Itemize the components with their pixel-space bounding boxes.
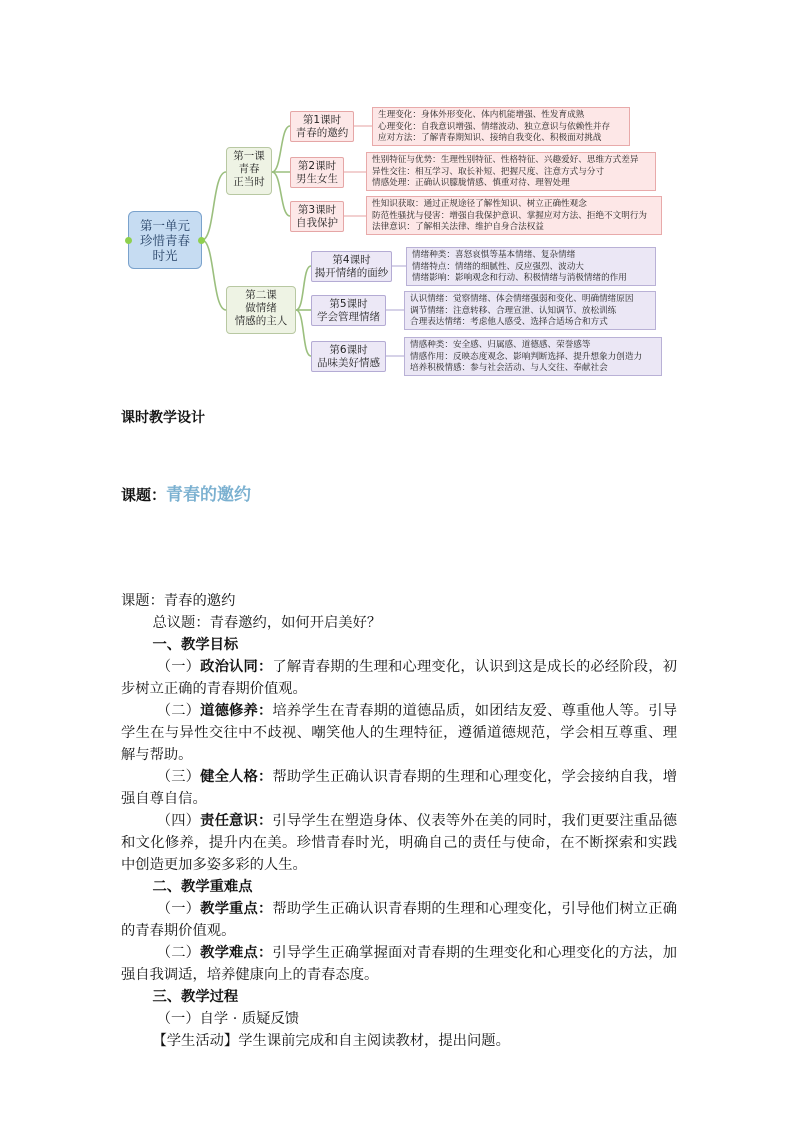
root-right-dot (198, 237, 205, 244)
period-1-line-1: 第1课时 (302, 114, 342, 126)
detail-text: 培养积极情感：参与社会活动、与人交往、奉献社会 (410, 363, 608, 373)
goal-paragraph (121, 656, 677, 700)
item-term: 责任意识： (200, 813, 273, 829)
link-lesson2-period6 (296, 310, 311, 356)
detail-text: 情绪特点：情绪的细腻性、反应强烈、波动大 (412, 261, 584, 272)
period-2-details (366, 152, 656, 191)
key-point-paragraph (121, 942, 677, 986)
period-1-line-2: 青春的邀约 (295, 127, 349, 139)
detail-text: 防范性骚扰与侵害：增强自我保护意识、掌握应对方法、拒绝不文明行为 (372, 210, 648, 221)
period-1-details (372, 107, 630, 146)
link-root-lesson1 (202, 172, 226, 240)
period-6-line-2: 品味美好情感 (317, 357, 380, 369)
general-issue: 总议题：青春邀约，如何开启美好？ (152, 615, 382, 631)
detail-text: 调节情绪：注意转移、合理宣泄、认知调节、放松训练 (410, 305, 617, 316)
period-4-line-2: 揭开情绪的面纱 (314, 267, 389, 279)
period-5-line-1: 第5课时 (329, 298, 368, 310)
detail-text: 法律意识：了解相关法律、维护自身合法权益 (372, 222, 544, 232)
period-2-line-1: 第2课时 (297, 160, 337, 172)
topic-heading (121, 480, 251, 505)
topic-heading-value: 青春的邀约 (166, 485, 252, 505)
goal-paragraph (121, 766, 677, 810)
item-term: 政治认同： (200, 659, 273, 675)
item-term: 健全人格： (200, 769, 273, 785)
root-line-1: 第一单元 (139, 218, 190, 233)
detail-text: 情绪影响：影响观念和行动、积极情绪与消极情绪的作用 (412, 273, 627, 283)
lesson-plan-body (121, 590, 677, 1052)
detail-text: 合理表达情绪：考虑他人感受、选择合适场合和方式 (410, 317, 608, 327)
lesson-2-line-1: 第二课 (245, 289, 277, 301)
item-term: 道德修养： (200, 703, 273, 719)
period-4-details (406, 247, 656, 286)
period-6-line-1: 第6课时 (329, 344, 368, 356)
detail-text: 性别特征与优势：生理性别特征、性格特征、兴趣爱好、思维方式差异 (372, 155, 639, 165)
activity-text: 学生课前完成和自主阅读教材，提出问题。 (238, 1033, 510, 1049)
period-5-details (404, 291, 656, 330)
process-step-heading: （一）自学 · 质疑反馈 (156, 1011, 300, 1027)
lesson-2-line-2: 做情绪 (245, 302, 277, 314)
item-text: 培养学生在青春期的道德品质，如团结友爱、尊重他人等。引导学生在与异性交往中不歧视、嘲笑他人的生理特征，遵循道德规范，学会相互尊重、理解与帮助。 (121, 703, 678, 763)
item-number: （二） (156, 703, 201, 719)
detail-text: 心理变化：自我意识增强、情绪波动、独立意识与依赖性并存 (378, 121, 611, 132)
lesson-1-line-3: 正当时 (233, 176, 265, 188)
item-text: 帮助学生正确认识青春期的生理和心理变化，引导他们树立正确的青春期价值观。 (121, 901, 678, 939)
mind-map-root (128, 211, 202, 269)
item-term: 教学重点： (200, 901, 273, 917)
mind-map (0, 0, 794, 400)
goal-paragraph (121, 700, 677, 766)
root-line-3: 时光 (152, 248, 178, 263)
item-number: （四） (156, 813, 201, 829)
link-lesson1-period1 (272, 126, 290, 172)
link-lesson1-period3 (272, 172, 290, 216)
section-heading-goals: 一、教学目标 (152, 637, 239, 653)
section-heading-key-points: 二、教学重难点 (152, 879, 253, 895)
period-1-node (290, 111, 354, 142)
link-lesson2-period4 (296, 266, 311, 310)
detail-text: 情感处理：正确认识朦胧情感、慎重对待、理智处理 (372, 178, 570, 188)
section-heading-process: 三、教学过程 (152, 989, 239, 1005)
period-4-line-1: 第4课时 (332, 254, 371, 266)
item-number: （二） (156, 945, 201, 961)
item-text: 了解青春期的生理和心理变化，认识到这是成长的必经阶段，初步树立正确的青春期价值观。 (121, 659, 678, 697)
detail-text: 性知识获取：通过正规途径了解性知识、树立正确性观念 (372, 199, 587, 209)
root-left-dot (125, 237, 132, 244)
period-3-line-2: 自我保护 (296, 217, 338, 229)
detail-text: 应对方法：了解青春期知识、接纳自我变化、积极面对挑战 (378, 133, 602, 143)
item-number: （一） (156, 659, 201, 675)
period-2-line-2: 男生女生 (296, 173, 338, 185)
topic-line: 课题：青春的邀约 (121, 593, 236, 609)
item-number: （一） (156, 901, 201, 917)
period-3-node (290, 201, 344, 232)
detail-text: 生理变化：身体外形变化、体内机能增强、性发育成熟 (378, 110, 585, 120)
lesson-2-line-3: 情感的主人 (234, 315, 288, 327)
period-2-node (290, 157, 344, 188)
lesson-1-node (226, 147, 272, 195)
key-point-paragraph (121, 898, 677, 942)
item-text: 引导学生在塑造身体、仪表等外在美的同时，我们更要注重品德和文化修养，提升内在美。珍惜青春时光，明确自己的责任与使命，在不断探索和实践中创造更加多姿多彩的人生。 (121, 813, 678, 873)
student-activity (121, 1030, 677, 1052)
lesson-1-line-2: 青春 (238, 163, 260, 175)
period-5-node (311, 295, 386, 326)
item-term: 教学难点： (200, 945, 273, 961)
detail-text: 情感种类：安全感、归属感、道德感、荣誉感等 (410, 340, 591, 350)
period-3-line-1: 第3课时 (297, 204, 337, 216)
goal-paragraph (121, 810, 677, 876)
lesson-1-line-1: 第一课 (233, 150, 265, 162)
root-line-2: 珍惜青春 (139, 233, 190, 248)
design-heading: 课时教学设计 (121, 410, 205, 426)
link-root-lesson2 (202, 240, 226, 310)
lesson-2-node (226, 286, 296, 334)
topic-heading-label: 课题： (121, 486, 167, 504)
detail-text: 认识情绪：觉察情绪、体会情绪强弱和变化、明确情绪原因 (410, 294, 634, 304)
period-4-node (311, 251, 392, 282)
detail-text: 情感作用：反映态度观念、影响判断选择、提升想象力创造力 (410, 351, 643, 362)
item-text: 帮助学生正确认识青春期的生理和心理变化，学会接纳自我，增强自尊自信。 (121, 769, 678, 807)
period-3-details (366, 196, 662, 235)
period-6-details (404, 337, 662, 376)
period-5-line-2: 学会管理情绪 (317, 311, 380, 323)
detail-text: 情绪种类：喜怒哀惧等基本情绪、复杂情绪 (412, 250, 576, 260)
item-text: 引导学生正确掌握面对青春期的生理变化和心理变化的方法，加强自我调适，培养健康向上的青春态度。 (121, 945, 678, 983)
period-6-node (311, 341, 386, 372)
activity-label: 【学生活动】 (152, 1033, 239, 1049)
item-number: （三） (156, 769, 201, 785)
detail-text: 异性交往：相互学习、取长补短、把握尺度、注意方式与分寸 (372, 166, 605, 177)
